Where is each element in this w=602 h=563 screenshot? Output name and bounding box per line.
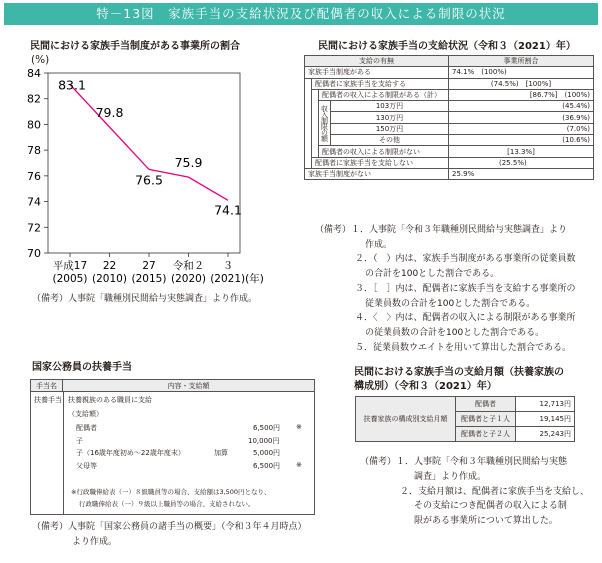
data-label: 79.8 (95, 105, 124, 120)
gov-col-header: 内容・支給額 (167, 382, 210, 390)
data-label: 74.1 (214, 202, 242, 218)
table-row: 配偶者の収入による制限がある（計） [86.7%] (100%) (305, 89, 594, 100)
table-row: 配偶者と子２人 25,243円 (356, 427, 575, 442)
status-col-header: 事業所割合 (449, 56, 594, 67)
status-header-row (305, 56, 594, 67)
allowance-name: 扶養手当 (34, 396, 62, 404)
table-row: 150万円 (7.0%) (305, 123, 594, 134)
y-tick-label: 84 (27, 67, 41, 80)
data-label: 76.5 (135, 172, 163, 188)
x-tick-sublabel: (2005) (52, 273, 88, 285)
x-tick-label: ３ (222, 260, 234, 272)
x-tick-sublabel: (2015) (131, 273, 167, 285)
table-row: 家族手当制度がない 25.9% (305, 168, 594, 179)
amount-heading: （支給額） (68, 410, 103, 418)
x-tick-sublabel: (2010) (92, 273, 127, 285)
table-row: 130万円 (36.9%) (305, 112, 594, 123)
x-tick-sublabel: (2021)(年) (210, 273, 264, 285)
table-row: 収入制限の額 103万円 (45.4%) (305, 101, 594, 112)
monthly-notes: （備考）１．人事院「令和３年職種別民間給与実態 調査」より作成。 ２．支給月額は、配偶者に家族手当を支給し、 その支給につき配偶者の収入による制 限がある事業所について算出した。 (360, 457, 590, 527)
gov-table: 手当名 内容・支給額 扶養手当 扶養親族のある職員に支給 （支給額） 配偶者 6,500円 ※ 子 10,000円 子（16歳年度初め～22歳年度末） 加算 5,000円 父母等 6,500円 ※ ※行政職俸給表（一）８級職員等の場合、支給額は3,500円となり、 行政職俸給表（一）９級以上職員等の場合、支給されない。 (30, 379, 315, 515)
y-tick-label: 80 (27, 118, 41, 132)
allowance-desc: 扶養親族のある職員に支給 (68, 396, 152, 404)
x-tick-label: 令和２ (172, 260, 205, 272)
plot-area (48, 73, 240, 253)
x-tick-sublabel: (2020) (171, 273, 206, 285)
data-label: 83.1 (58, 77, 86, 93)
table-row: 配偶者に家族手当を支給する (74.5%) [100%] (305, 78, 594, 89)
table-row: 配偶者に家族手当を支給しない (25.5%) (305, 157, 594, 168)
data-label: 75.9 (174, 155, 203, 171)
chart-unit: (%) (31, 54, 50, 66)
y-tick-label: 72 (27, 221, 41, 235)
chart-title: 民間における家族手当制度がある事業所の割合 (30, 41, 240, 52)
x-tick-label: 平成17 (52, 260, 88, 272)
gov-title: 国家公務員の扶養手当 (32, 362, 132, 373)
figure-banner: 特－13図 家族手当の支給状況及び配偶者の収入による制限の状況 (4, 3, 598, 25)
table-row: 扶養家族の構成別支給月額 配偶者 12,713円 (356, 397, 575, 412)
table-row: その他 (10.6%) (305, 135, 594, 146)
x-tick-label: 22 (102, 260, 117, 272)
status-table (304, 55, 594, 180)
status-title: 民間における家族手当の支給状況（令和３（2021）年） (318, 41, 576, 52)
y-tick-label: 74 (27, 195, 41, 209)
gov-col-header: 手当名 (31, 380, 63, 391)
table-row: 配偶者の収入による制限がない [13.3%] (305, 146, 594, 157)
table-row: 配偶者と子１人 19,145円 (356, 412, 575, 427)
line-chart (0, 60, 290, 300)
status-notes: （備考）１．人事院「令和３年職種別民間給与実態調査」より 作成。 ２．（ ）内は、家族手当制度がある事業所の従業員数 の合計を100とした割合である。 ３．［ ］内は、配偶者に家族手当を支給する事業所の 従業員数の合計を100とした割合である。 ４．〈 〉内は、配偶者の収入による制限がある事業所 の従業員数の合計を100とした割合である。 ５．従業員数ウエイトを用いて算出した割合である。 (315, 225, 576, 353)
y-axis (27, 67, 48, 260)
monthly-title-line2: 構成別）（令和３（2021）年） (354, 381, 497, 392)
monthly-title-line1: 民間における家族手当の支給月額（扶養家族の (354, 367, 564, 378)
x-axis (53, 253, 264, 285)
table-row: 家族手当制度がある 74.1% (100%) (305, 67, 594, 78)
monthly-table (355, 396, 575, 442)
y-tick-label: 76 (27, 169, 41, 183)
status-col-header: 支給の有無 (305, 56, 449, 67)
x-tick-label: 27 (142, 260, 156, 272)
gov-notes: （備考）人事院「国家公務員の諸手当の概要」（令和３年４月時点） より作成。 (32, 522, 307, 547)
y-tick-label: 82 (27, 92, 41, 106)
y-tick-label: 78 (27, 144, 41, 158)
chart-note: （備考）人事院「職種別民間給与実態調査」より作成。 (32, 294, 258, 304)
vertical-label: 収入制限の額 (319, 101, 331, 146)
monthly-group-label: 扶養家族の構成別支給月額 (356, 397, 456, 442)
y-tick-label: 70 (27, 247, 41, 260)
